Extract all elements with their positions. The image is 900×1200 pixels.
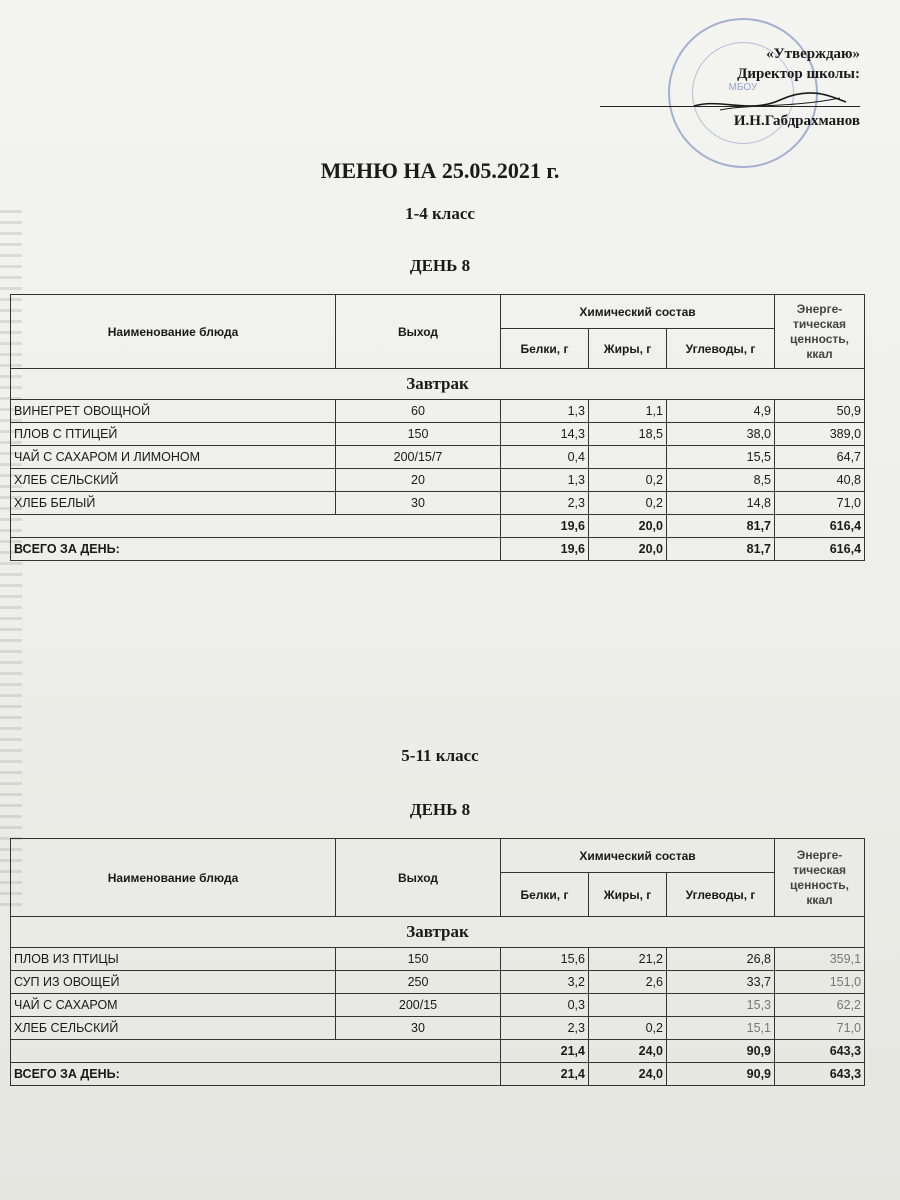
table-row [11,423,865,446]
approval-title: «Утверждаю» [766,46,860,62]
table-row [11,1017,865,1040]
table-row [11,948,865,971]
dish-energy: 151,0 [775,971,865,994]
dish-carbs: 15,5 [667,446,775,469]
dish-output: 250 [336,971,501,994]
meal-label: Завтрак [11,917,865,948]
subtotal-fats: 20,0 [589,515,667,538]
table-row [11,446,865,469]
dish-proteins: 0,3 [501,994,589,1017]
header-fats: Жиры, г [589,329,667,369]
dish-energy: 71,0 [775,1017,865,1040]
total-carbs: 81,7 [667,538,775,561]
dish-fats: 21,2 [589,948,667,971]
total-energy: 643,3 [775,1063,865,1086]
header-name: Наименование блюда [11,295,336,369]
subtotal-fats: 24,0 [589,1040,667,1063]
subtotal-empty [11,1040,501,1063]
dish-energy: 359,1 [775,948,865,971]
dish-proteins: 2,3 [501,492,589,515]
dish-carbs: 15,1 [667,1017,775,1040]
dish-fats: 0,2 [589,1017,667,1040]
dish-energy: 40,8 [775,469,865,492]
dish-carbs: 38,0 [667,423,775,446]
dish-fats [589,994,667,1017]
dish-energy: 71,0 [775,492,865,515]
dish-energy: 389,0 [775,423,865,446]
subtotal-proteins: 19,6 [501,515,589,538]
total-label: ВСЕГО ЗА ДЕНЬ: [11,538,501,561]
dish-proteins: 14,3 [501,423,589,446]
dish-energy: 50,9 [775,400,865,423]
meal-label: Завтрак [11,369,865,400]
dish-energy: 64,7 [775,446,865,469]
header-fats: Жиры, г [589,873,667,917]
table-row [11,492,865,515]
section-1-day-label: ДЕНЬ 8 [409,256,471,275]
total-energy: 616,4 [775,538,865,561]
subtotal-proteins: 21,4 [501,1040,589,1063]
dish-fats: 0,2 [589,492,667,515]
dish-output: 30 [336,492,501,515]
dish-fats [589,446,667,469]
subtotal-carbs: 81,7 [667,515,775,538]
dish-fats: 2,6 [589,971,667,994]
dish-carbs: 15,3 [667,994,775,1017]
header-chem: Химический состав [501,839,775,873]
header-name: Наименование блюда [11,839,336,917]
subtotal-row [11,1040,865,1063]
dish-carbs: 26,8 [667,948,775,971]
subtotal-energy: 643,3 [775,1040,865,1063]
dish-name: ВИНЕГРЕТ ОВОЩНОЙ [11,400,336,423]
dish-fats: 0,2 [589,469,667,492]
dish-proteins: 2,3 [501,1017,589,1040]
subtotal-row [11,515,865,538]
header-output: Выход [336,839,501,917]
total-row [11,538,865,561]
total-fats: 20,0 [589,538,667,561]
subtotal-energy: 616,4 [775,515,865,538]
dish-carbs: 14,8 [667,492,775,515]
signature-line [600,106,860,107]
header-output: Выход [336,295,501,369]
approval-signer: И.Н.Габдрахманов [733,113,860,129]
section-2-day-label: ДЕНЬ 8 [409,800,471,819]
dish-output: 200/15/7 [336,446,501,469]
dish-name: ПЛОВ ИЗ ПТИЦЫ [11,948,336,971]
total-carbs: 90,9 [667,1063,775,1086]
dish-proteins: 1,3 [501,469,589,492]
menu-table-2 [10,838,865,1086]
dish-carbs: 4,9 [667,400,775,423]
school-stamp: МБОУ [668,18,818,168]
dish-proteins: 3,2 [501,971,589,994]
section-1-class-label: 1-4 класс [405,204,475,223]
dish-name: ПЛОВ С ПТИЦЕЙ [11,423,336,446]
dish-carbs: 8,5 [667,469,775,492]
menu-table-1 [10,294,865,561]
approval-position: Директор школы: [737,66,860,82]
dish-output: 30 [336,1017,501,1040]
header-chem: Химический состав [501,295,775,329]
header-proteins: Белки, г [501,329,589,369]
total-proteins: 19,6 [501,538,589,561]
dish-energy: 62,2 [775,994,865,1017]
header-carbs: Углеводы, г [667,329,775,369]
dish-fats: 18,5 [589,423,667,446]
dish-fats: 1,1 [589,400,667,423]
dish-output: 200/15 [336,994,501,1017]
total-proteins: 21,4 [501,1063,589,1086]
total-label: ВСЕГО ЗА ДЕНЬ: [11,1063,501,1086]
section-2-class-label: 5-11 класс [401,746,479,765]
dish-carbs: 33,7 [667,971,775,994]
subtotal-empty [11,515,501,538]
dish-name: ЧАЙ С САХАРОМ И ЛИМОНОМ [11,446,336,469]
dish-output: 60 [336,400,501,423]
table-row [11,469,865,492]
page-title: МЕНЮ НА 25.05.2021 г. [320,158,560,183]
approval-block [600,44,860,131]
subtotal-carbs: 90,9 [667,1040,775,1063]
total-row [11,1063,865,1086]
header-energy: Энерге-тическая ценность, ккал [775,295,865,369]
header-carbs: Углеводы, г [667,873,775,917]
dish-name: ХЛЕБ СЕЛЬСКИЙ [11,469,336,492]
table-row [11,994,865,1017]
dish-proteins: 1,3 [501,400,589,423]
dish-name: СУП ИЗ ОВОЩЕЙ [11,971,336,994]
dish-name: ХЛЕБ СЕЛЬСКИЙ [11,1017,336,1040]
table-row [11,400,865,423]
dish-name: ХЛЕБ БЕЛЫЙ [11,492,336,515]
header-proteins: Белки, г [501,873,589,917]
dish-output: 150 [336,948,501,971]
dish-output: 20 [336,469,501,492]
dish-proteins: 0,4 [501,446,589,469]
dish-proteins: 15,6 [501,948,589,971]
total-fats: 24,0 [589,1063,667,1086]
dish-output: 150 [336,423,501,446]
header-energy: Энерге-тическая ценность, ккал [775,839,865,917]
table-row [11,971,865,994]
dish-name: ЧАЙ С САХАРОМ [11,994,336,1017]
